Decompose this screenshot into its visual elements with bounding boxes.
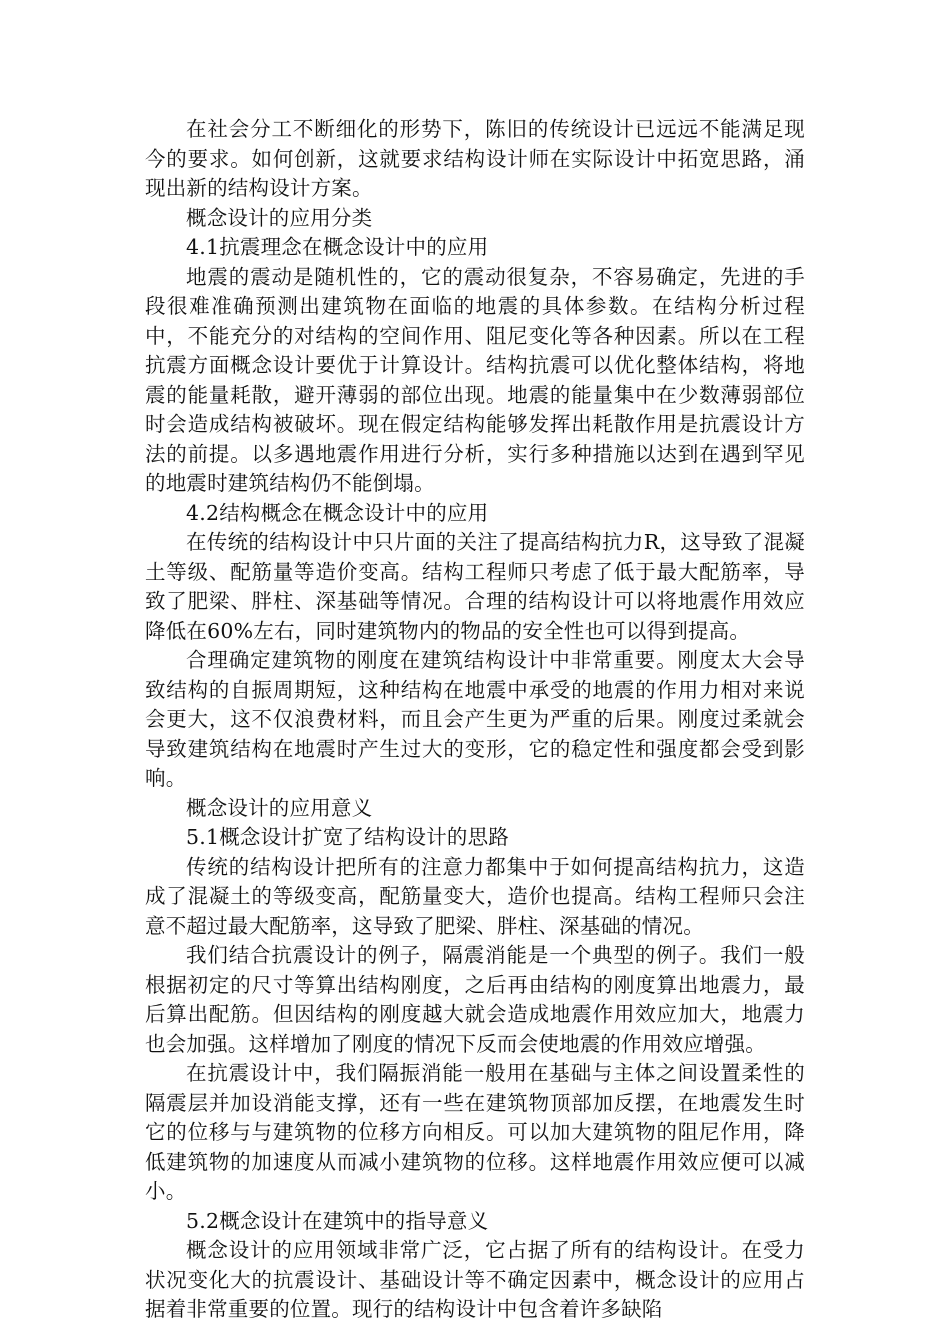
text-column — [145, 115, 805, 1325]
subsection-heading-4-1: 4.1抗震理念在概念设计中的应用 — [186, 235, 489, 259]
paragraph-isolation-example: 我们结合抗震设计的例子，隔震消能是一个典型的例子。我们一般根据初定的尺寸等算出结构刚度，之后再由结构的刚度算出地震力，最后算出配筋。但因结构的刚度越大就会造成地震作用效应加大，地震力也会加强。这样增加了刚度的情况下反而会使地震的作用效应增强。 — [145, 943, 805, 1056]
paragraph-guiding-significance: 概念设计的应用领域非常广泛，它占据了所有的结构设计。在受力状况变化大的抗震设计、基础设计等不确定因素中，概念设计的应用占据着非常重要的位置。现行的结构设计中包含着许多缺陷 — [145, 1238, 805, 1321]
paragraph-structural-concept: 在传统的结构设计中只片面的关注了提高结构抗力R，这导致了混凝土等级、配筋量等造价变高。结构工程师只考虑了低于最大配筋率，导致了肥梁、胖柱、深基础等情况。合理的结构设计可以将地震作用效应降低在60%左右，同时建筑物内的物品的安全性也可以得到提高。 — [145, 530, 805, 643]
intro-paragraph: 在社会分工不断细化的形势下，陈旧的传统设计已远远不能满足现今的要求。如何创新，这就要求结构设计师在实际设计中拓宽思路，涌现出新的结构设计方案。 — [145, 117, 805, 200]
section-heading-application-significance: 概念设计的应用意义 — [186, 795, 373, 820]
paragraph-isolation-measures: 在抗震设计中，我们隔振消能一般用在基础与主体之间设置柔性的隔震层并加设消能支撑，还有一些在建筑物顶部加反摆，在地震发生时它的位移与与建筑物的位移方向相反。可以加大建筑物的阻尼作用，降低建筑物的加速度从而减小建筑物的位移。这样地震作用效应便可以减小。 — [145, 1061, 805, 1203]
subsection-heading-5-1: 5.1概念设计扩宽了结构设计的思路 — [186, 825, 510, 849]
paragraph-traditional-design: 传统的结构设计把所有的注意力都集中于如何提高结构抗力，这造成了混凝土的等级变高，配筋量变大，造价也提高。结构工程师只会注意不超过最大配筋率，这导致了肥梁、胖柱、深基础的情况。 — [145, 854, 805, 938]
subsection-heading-5-2: 5.2概念设计在建筑中的指导意义 — [186, 1208, 489, 1233]
paragraph-stiffness: 合理确定建筑物的刚度在建筑结构设计中非常重要。刚度太大会导致结构的自振周期短，这种结构在地震中承受的地震的作用力相对来说会更大，这不仅浪费材料，而且会产生更为严重的后果。刚度过柔就会导致建筑结构在地震时产生过大的变形，它的稳定性和强度都会受到影响。 — [145, 648, 805, 790]
section-heading-application-classification: 概念设计的应用分类 — [186, 205, 373, 230]
subsection-heading-4-2: 4.2结构概念在概念设计中的应用 — [186, 500, 489, 525]
paragraph-seismic-concept: 地震的震动是随机性的，它的震动很复杂，不容易确定，先进的手段很难准确预测出建筑物在面临的地震的具体参数。在结构分析过程中，不能充分的对结构的空间作用、阻尼变化等各种因素。所以在工程抗震方面概念设计要优于计算设计。结构抗震可以优化整体结构，将地震的能量耗散，避开薄弱的部位出现。地震的能量集中在少数薄弱部位时会造成结构被破坏。现在假定结构能够发挥出耗散作用是抗震设计方法的前提。以多遇地震作用进行分析，实行多种措施以达到在遇到罕见的地震时建筑结构仍不能倒塌。 — [145, 264, 805, 495]
